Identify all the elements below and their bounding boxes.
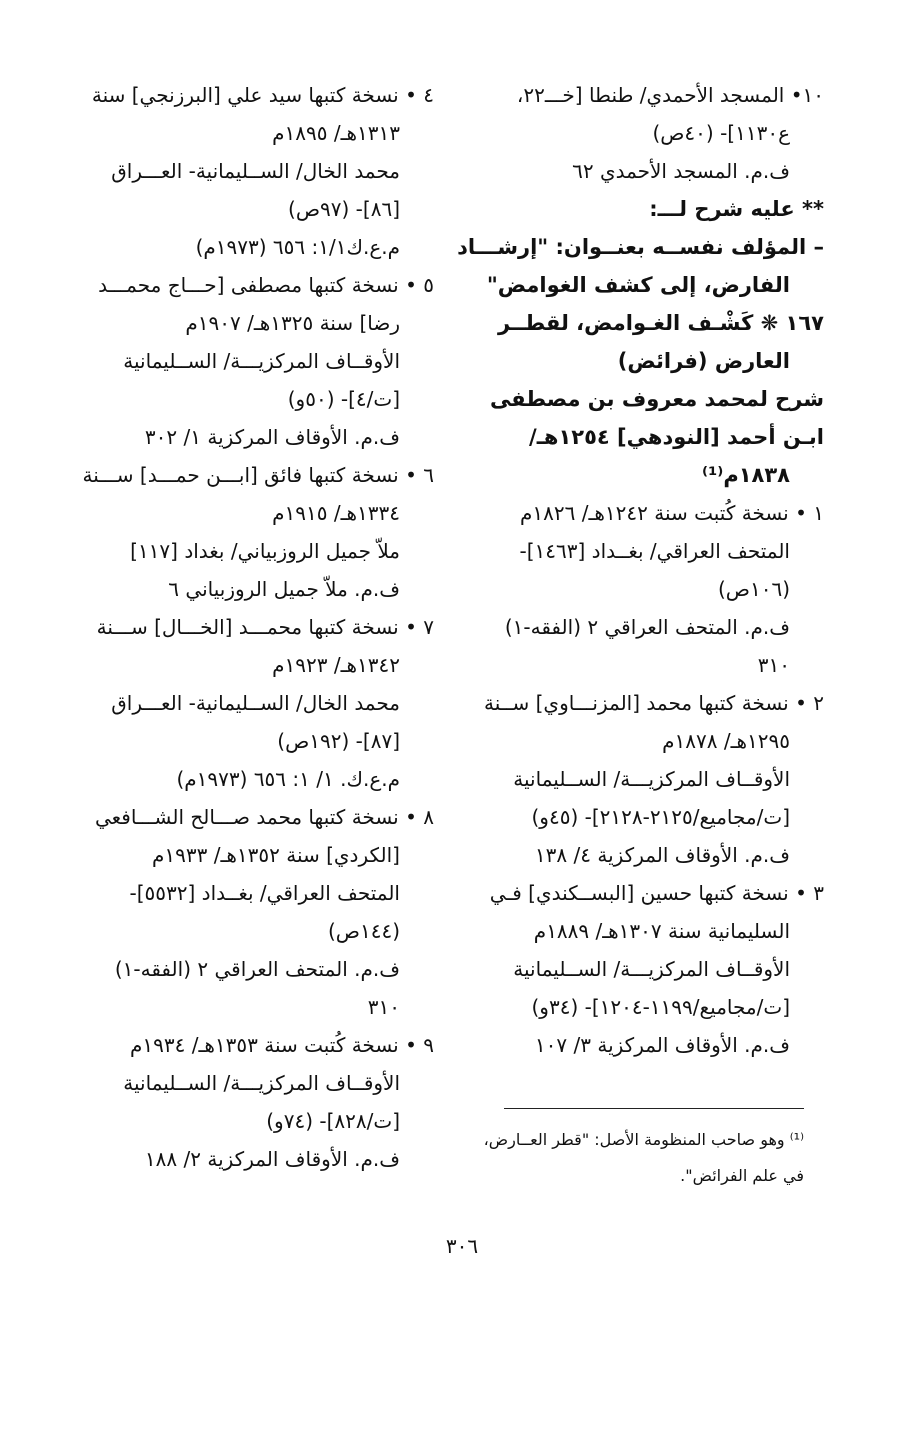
text-line: ١٠• المسجد الأحمدي/ طنطا [خـــ٢٢، bbox=[516, 83, 824, 107]
text-line: ابـن أحمد [النودهي] ١٢٥٤هـ/ bbox=[529, 425, 824, 449]
text-line: ملاّ جميل الروزبياني/ بغداد [١١٧] bbox=[130, 539, 400, 563]
text-line: الأوقــاف المركزيـــة/ الســليمانية bbox=[513, 957, 790, 981]
text-line: الأوقــاف المركزيـــة/ الســليمانية bbox=[513, 767, 790, 791]
text-line: المتحف العراقي/ بغــداد [١٤٦٣]- bbox=[519, 539, 790, 563]
text-line: العارض (فرائض) bbox=[617, 349, 790, 373]
text-line: ** عليه شرح لـــ: bbox=[649, 197, 824, 221]
text-line: ٦ • نسخة كتبها فائق [ابـــن حمـــد] ســـنة bbox=[82, 463, 434, 487]
text-line: م.ع.ك١/١: ٦٥٦ (١٩٧٣م) bbox=[195, 235, 400, 259]
text-line: ف.م. المتحف العراقي ٢ (الفقه-١) bbox=[504, 615, 790, 639]
footnote-line: ⁽¹⁾ وهو صاحب المنظومة الأصل: "قطر العــارض، bbox=[483, 1130, 804, 1149]
text-line: [٨٧]- (١٩٢ص) bbox=[277, 729, 400, 753]
text-line: ف.م. الأوقاف المركزية ٢/ ١٨٨ bbox=[144, 1147, 400, 1171]
text-line: ف.م. المسجد الأحمدي ٦٢ bbox=[572, 159, 790, 183]
text-line: ٣١٠ bbox=[757, 653, 790, 677]
left-column bbox=[84, 76, 434, 1178]
text-line: [ت/مجاميع/١١٩٩-١٢٠٤]- (٣٤و) bbox=[531, 995, 790, 1019]
text-line: ٧ • نسخة كتبها محمـــد [الخـــال] ســـنة bbox=[96, 615, 434, 639]
text-line: الأوقــاف المركزيـــة/ الســليمانية bbox=[123, 349, 400, 373]
text-line: ١٣٣٤هـ/ ١٩١٥م bbox=[272, 501, 400, 525]
text-line: [ت/٤]- (٥٠و) bbox=[287, 387, 400, 411]
text-line: ٥ • نسخة كتبها مصطفى [حـــاج محمـــد bbox=[98, 273, 434, 297]
text-line: المتحف العراقي/ بغــداد [٥٥٣٢]- bbox=[129, 881, 400, 905]
text-line: الأوقــاف المركزيـــة/ الســليمانية bbox=[123, 1071, 400, 1095]
text-line: ٩ • نسخة كُتبت سنة ١٣٥٣هـ/ ١٩٣٤م bbox=[130, 1033, 434, 1057]
text-line: ١٢٩٥هـ/ ١٨٧٨م bbox=[662, 729, 790, 753]
text-line: [ت/مجاميع/٢١٢٥-٢١٢٨]- (٤٥و) bbox=[531, 805, 790, 829]
text-line: ١٣١٣هـ/ ١٨٩٥م bbox=[272, 121, 400, 145]
text-line: ١٨٣٨م⁽¹⁾ bbox=[702, 463, 790, 487]
text-line: ف.م. المتحف العراقي ٢ (الفقه-١) bbox=[114, 957, 400, 981]
right-column bbox=[457, 76, 824, 1064]
text-line: ١ • نسخة كُتبت سنة ١٢٤٢هـ/ ١٨٢٦م bbox=[520, 501, 824, 525]
text-line: ٣ • نسخة كتبها حسين [البســكندي] فـي bbox=[489, 881, 824, 905]
text-line: ١٦٧ ❋ كَشْـف الغـوامض، لقطــر bbox=[497, 311, 824, 335]
text-line: ع١١٣٠]- (٤٠ص) bbox=[652, 121, 790, 145]
text-line: محمد الخال/ الســليمانية- العـــراق bbox=[111, 159, 400, 183]
text-line: شرح لمحمد معروف بن مصطفى bbox=[489, 387, 824, 411]
text-line: م.ع.ك. ١/ ١: ٦٥٦ (١٩٧٣م) bbox=[176, 767, 400, 791]
text-line: محمد الخال/ الســليمانية- العـــراق bbox=[111, 691, 400, 715]
text-line: السليمانية سنة ١٣٠٧هـ/ ١٨٨٩م bbox=[533, 919, 790, 943]
text-line: ١٣٤٢هـ/ ١٩٢٣م bbox=[272, 653, 400, 677]
text-line: ٤ • نسخة كتبها سيد علي [البرزنجي] سنة bbox=[91, 83, 434, 107]
text-line: [٨٦]- (٩٧ص) bbox=[288, 197, 400, 221]
footnote bbox=[464, 1122, 804, 1194]
text-line: [الكردي] سنة ١٣٥٢هـ/ ١٩٣٣م bbox=[152, 843, 400, 867]
page-number: ٣٠٦ bbox=[445, 1234, 479, 1258]
text-line: ف.م. ملاّ جميل الروزبياني ٦ bbox=[168, 577, 400, 601]
text-line: رضا] سنة ١٣٢٥هـ/ ١٩٠٧م bbox=[185, 311, 400, 335]
text-line: ف.م. الأوقاف المركزية ٤/ ١٣٨ bbox=[534, 843, 790, 867]
text-line: ٨ • نسخة كتبها محمد صـــالح الشـــافعي bbox=[94, 805, 434, 829]
text-line: (١٠٦ص) bbox=[717, 577, 790, 601]
text-line: [ت/٨٢٨]- (٧٤و) bbox=[266, 1109, 400, 1133]
footnote-line: في علم الفرائض". bbox=[680, 1166, 804, 1185]
text-line: ف.م. الأوقاف المركزية ٣/ ١٠٧ bbox=[534, 1033, 790, 1057]
text-line: ٢ • نسخة كتبها محمد [المزنـــاوي] ســنة bbox=[484, 691, 824, 715]
text-line: (١٤٤ص) bbox=[327, 919, 400, 943]
footnote-separator bbox=[504, 1108, 804, 1109]
text-line: ٣١٠ bbox=[367, 995, 400, 1019]
text-line: – المؤلف نفســه بعنــوان: "إرشـــاد bbox=[457, 235, 824, 259]
text-line: ف.م. الأوقاف المركزية ١/ ٣٠٢ bbox=[144, 425, 400, 449]
text-line: الفارض، إلى كشف الغوامض" bbox=[486, 273, 790, 297]
